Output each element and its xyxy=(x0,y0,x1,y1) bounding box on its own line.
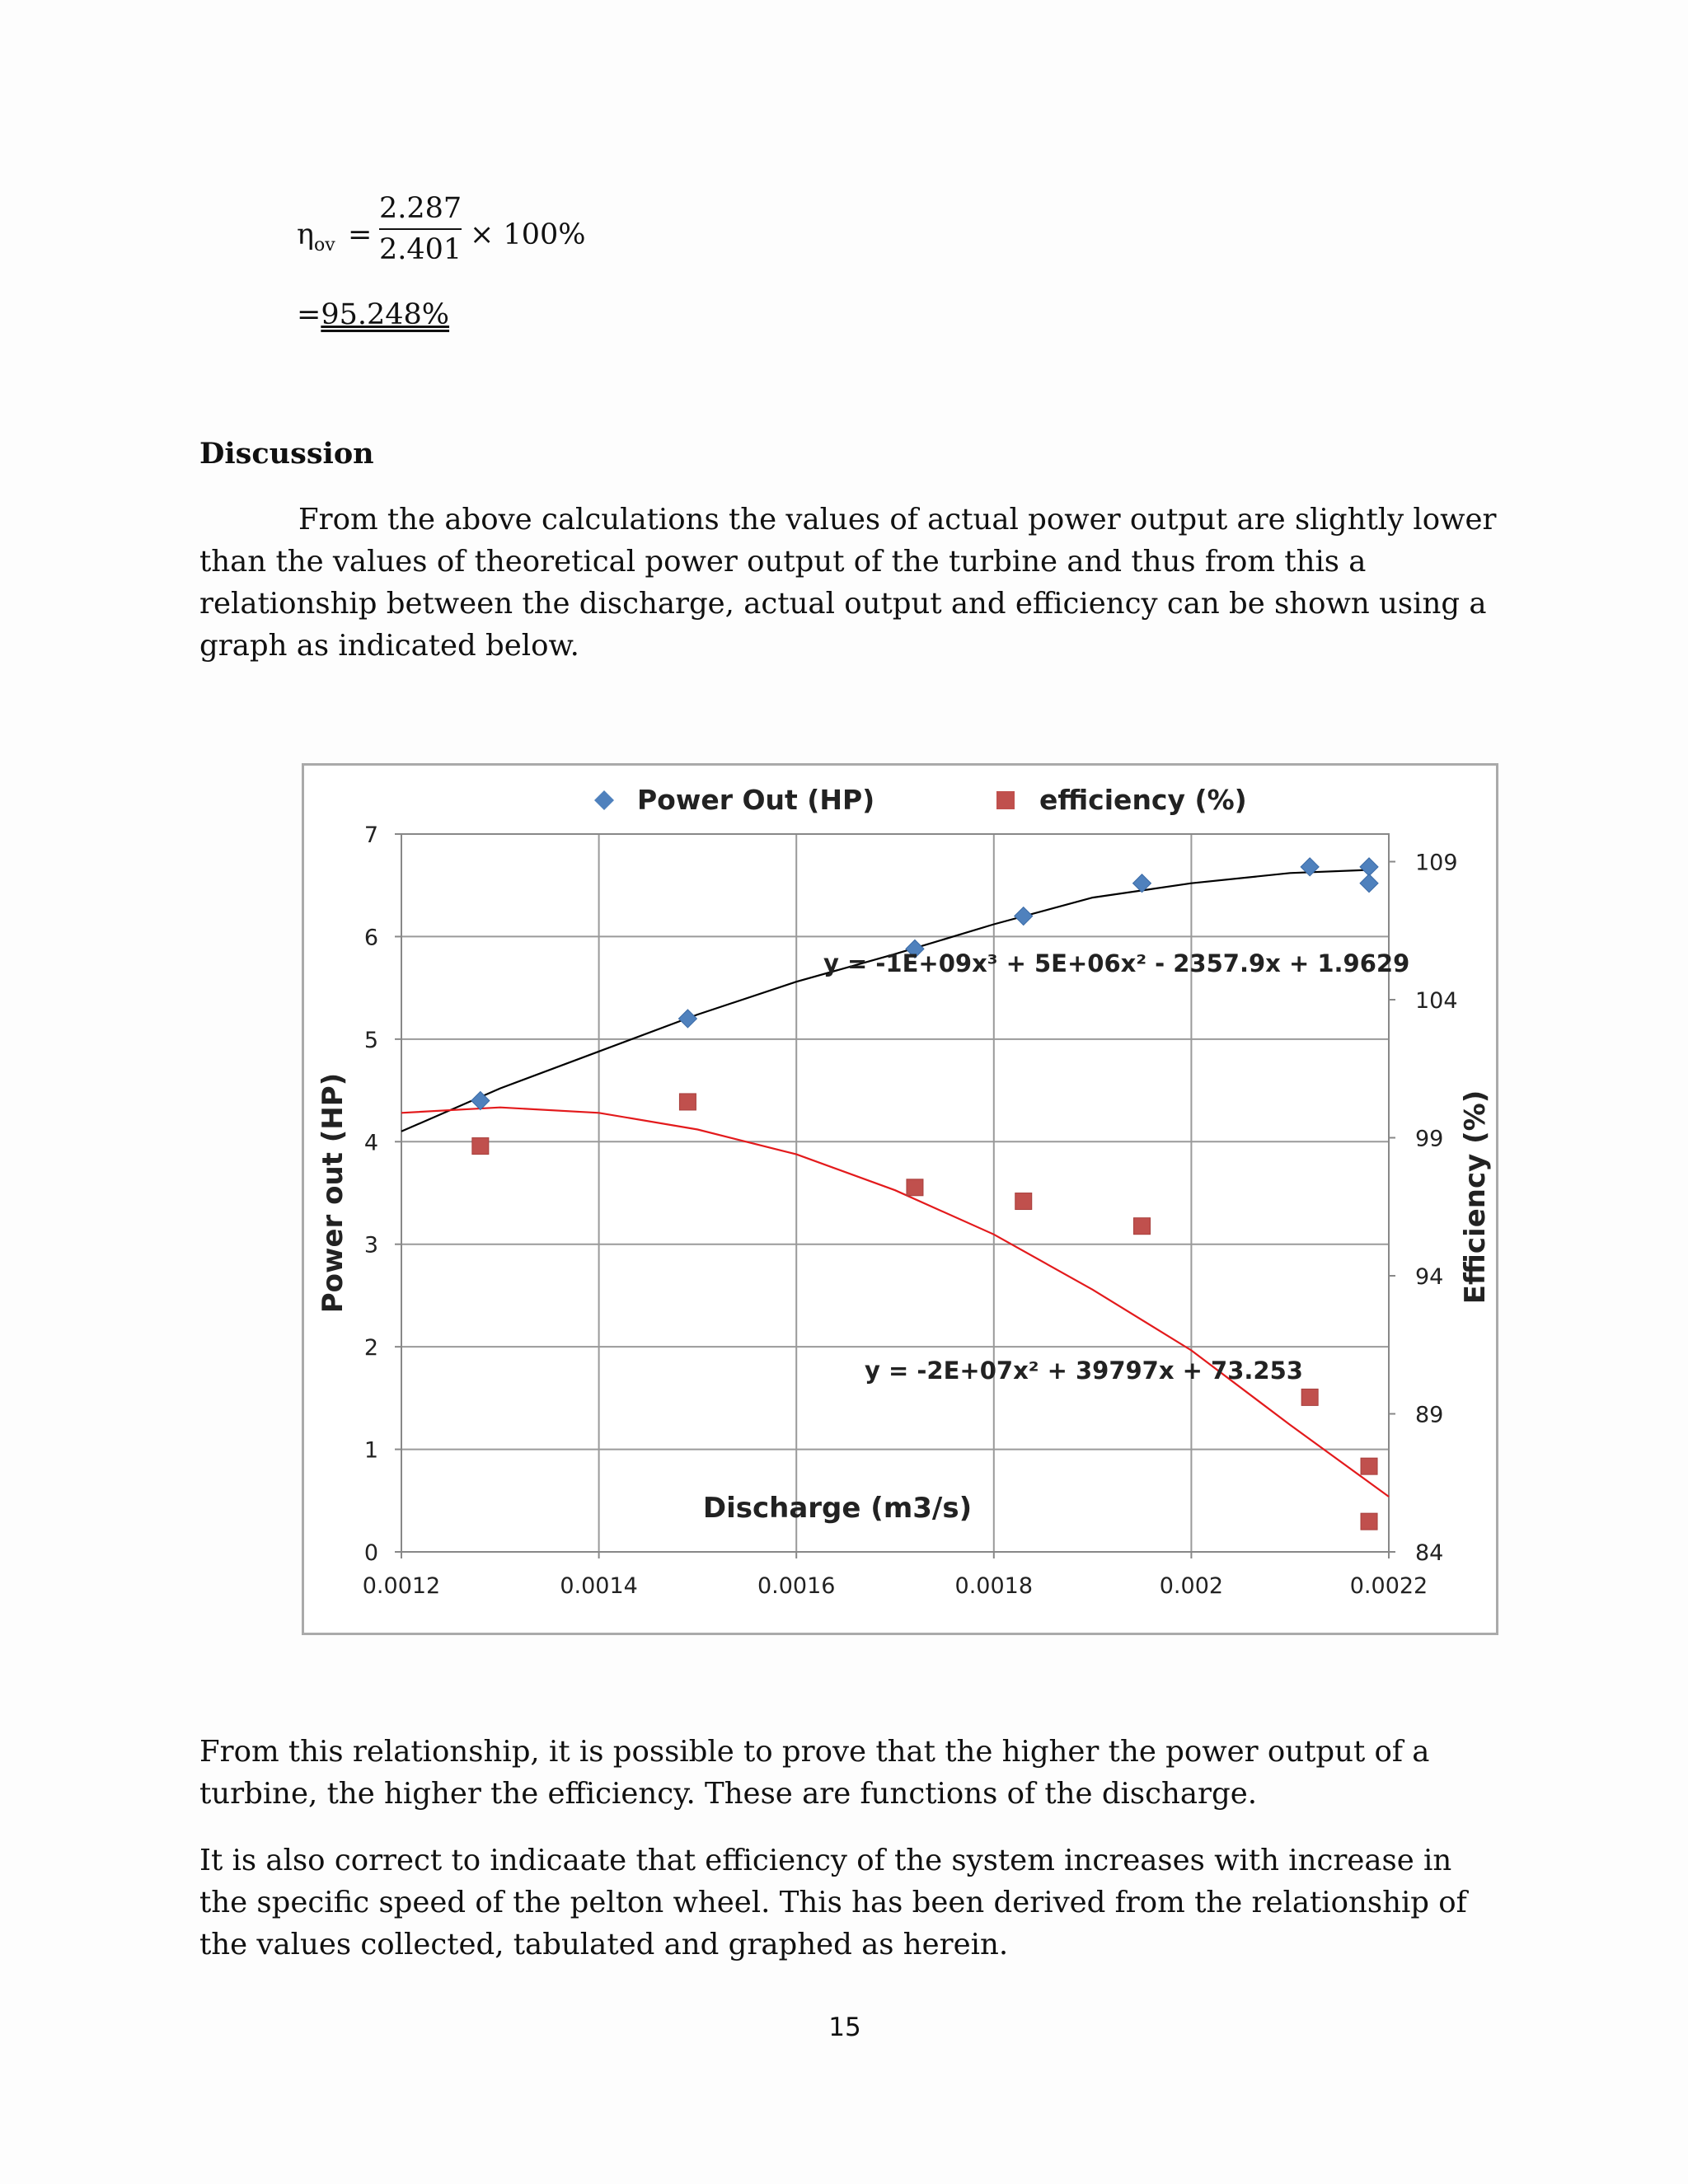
formula-lhs: $\eta_{ov}$ xyxy=(297,218,335,255)
discussion-paragraph-1: From the above calculations the values of actual power output are slightly lower than the values of theoretical power output of the turbine and thus from this a relationship between the discharge, actual output and efficiency can be shown using a graph as indicated below. xyxy=(199,503,1497,663)
formula-equals: = xyxy=(348,218,373,251)
y-tick-label: 2 xyxy=(363,1335,378,1361)
discharge-chart xyxy=(302,763,1498,1635)
x-tick-label: 0.0012 xyxy=(362,1573,441,1599)
y2-tick-label: 99 xyxy=(1415,1126,1444,1152)
efficiency-formula xyxy=(297,185,626,284)
formula-denominator: 2.401 xyxy=(379,233,462,266)
x-tick-label: 0.0014 xyxy=(560,1573,638,1599)
y-tick-label: 6 xyxy=(363,925,378,951)
formula-times: × 100% xyxy=(470,218,586,251)
legend-diamond-icon xyxy=(594,790,614,810)
power-point xyxy=(1360,874,1378,893)
y2-tick-label: 94 xyxy=(1415,1264,1444,1290)
y2-tick-label: 84 xyxy=(1415,1540,1444,1566)
efficiency-point xyxy=(679,1094,696,1110)
discussion-heading: Discussion xyxy=(199,437,374,471)
chart-legend xyxy=(594,784,1247,816)
y2-tick-label: 109 xyxy=(1415,850,1458,876)
chart-grid xyxy=(401,834,1389,1552)
y2-tick-label: 89 xyxy=(1415,1402,1444,1428)
y2-axis-title: Efficiency (%) xyxy=(1459,1090,1492,1305)
x-tick-label: 0.0016 xyxy=(757,1573,836,1599)
efficiency-point xyxy=(1361,1458,1377,1474)
efficiency-point xyxy=(907,1179,923,1196)
axes xyxy=(316,823,1492,1599)
page-number: 15 xyxy=(828,2013,861,2042)
plot-area-frame xyxy=(401,834,1389,1552)
power-point xyxy=(678,1010,696,1028)
efficiency-point xyxy=(1301,1389,1318,1405)
y-tick-label: 3 xyxy=(363,1232,378,1258)
efficiency-trendline-equation: y = -2E+07x² + 39797x + 73.253 xyxy=(865,1357,1303,1385)
efficiency-point xyxy=(1134,1218,1151,1235)
formula-numerator: 2.287 xyxy=(379,192,462,230)
y-axis-title: Power out (HP) xyxy=(316,1072,349,1314)
y-tick-label: 5 xyxy=(363,1027,378,1053)
chart-svg xyxy=(304,766,1501,1638)
chart-labels xyxy=(823,949,1409,1385)
power-point xyxy=(1360,858,1378,876)
legend-label-efficiency: efficiency (%) xyxy=(1039,784,1247,816)
discussion-paragraph-3: It is also correct to indicaate that efficiency of the system increases with increase in the specific speed of the pelton wheel. This has been derived from the relationship of the values collected, tabulated and graphed as herein. xyxy=(199,1844,1467,1961)
legend-square-icon xyxy=(996,791,1015,809)
x-axis-title: Discharge (m3/s) xyxy=(702,1492,973,1525)
discussion-paragraph-2: From this relationship, it is possible to prove that the higher the power output of a turbine, the higher the efficiency. These are functions of the discharge. xyxy=(199,1735,1430,1811)
power-trendline-equation: y = -1E+09x³ + 5E+06x² - 2357.9x + 1.9629 xyxy=(823,949,1410,977)
formula-fraction xyxy=(379,192,462,266)
trendline-power xyxy=(401,870,1369,1132)
y-tick-label: 4 xyxy=(363,1130,378,1156)
y-tick-label: 7 xyxy=(363,823,378,848)
y-tick-label: 1 xyxy=(363,1437,378,1464)
y2-tick-label: 104 xyxy=(1415,988,1458,1014)
efficiency-point xyxy=(1015,1193,1032,1210)
efficiency-point xyxy=(1361,1513,1377,1530)
x-tick-label: 0.002 xyxy=(1159,1573,1224,1599)
x-tick-label: 0.0018 xyxy=(954,1573,1034,1599)
formula-result: =95.248% xyxy=(297,298,450,331)
result-value: 95.248% xyxy=(321,298,450,331)
efficiency-point xyxy=(472,1138,489,1155)
x-tick-label: 0.0022 xyxy=(1349,1573,1428,1599)
trendline-efficiency xyxy=(401,1108,1389,1497)
legend-label-power: Power Out (HP) xyxy=(637,784,875,816)
y-tick-label: 0 xyxy=(363,1540,378,1566)
power-point xyxy=(1015,907,1033,926)
